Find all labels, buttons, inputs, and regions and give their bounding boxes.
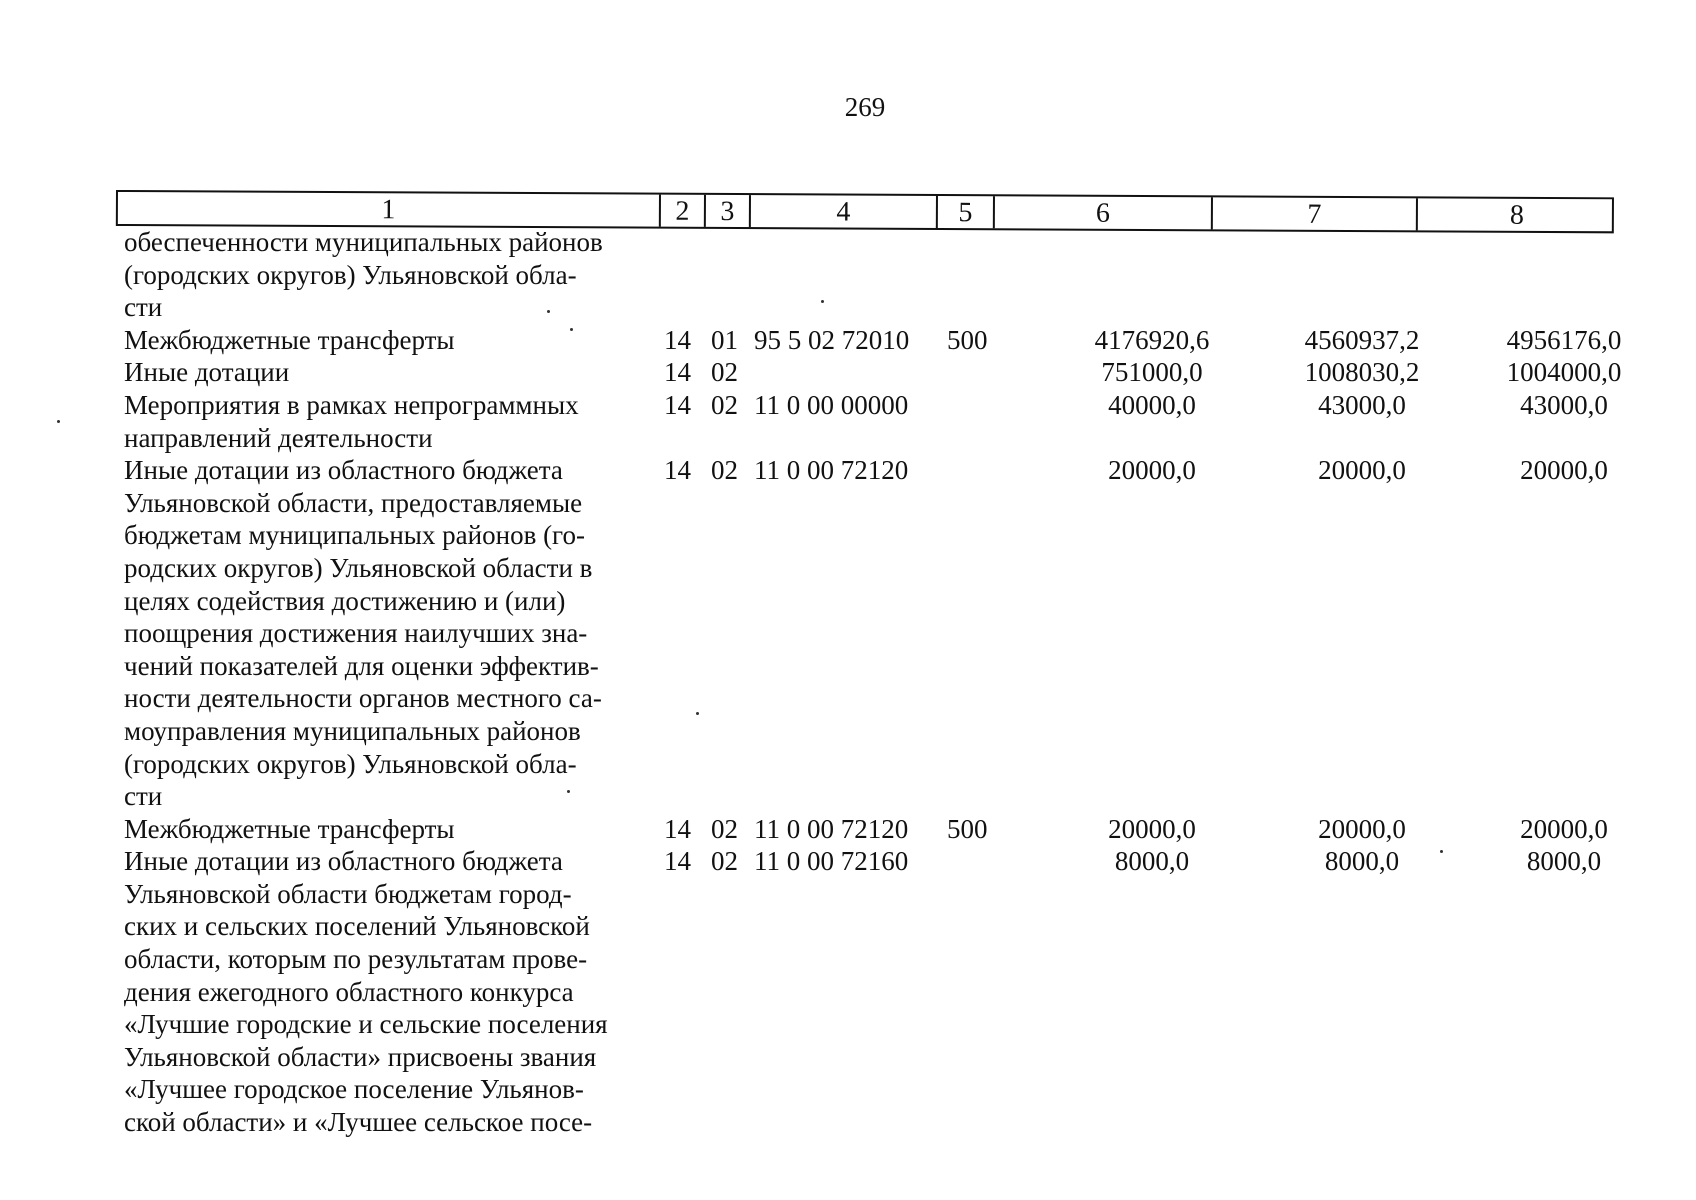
- row-name-line: «Лучшие городские и сельские поселения: [124, 1009, 608, 1040]
- cell-c8: 20000,0: [1520, 813, 1608, 844]
- table-row: [124, 356, 1624, 389]
- cell-c2: 14: [664, 324, 691, 355]
- cell-c8: 4956176,0: [1506, 324, 1622, 355]
- table-row: [124, 389, 1624, 454]
- cell-c4: 11 0 00 72120: [754, 813, 909, 844]
- cell-c7: 8000,0: [1324, 846, 1400, 877]
- cell-c3: 02: [711, 389, 738, 420]
- cell-c8: 1004000,0: [1506, 357, 1622, 388]
- row-name-line: сти: [124, 292, 163, 323]
- table-row: [124, 813, 1624, 846]
- cell-c4: 95 5 02 72010: [754, 324, 910, 355]
- row-name-line: Иные дотации: [124, 357, 290, 388]
- row-name-line: Ульяновской области, предоставляемые: [124, 487, 583, 518]
- column-header-6: 6: [995, 196, 1213, 229]
- row-name-line: бюджетам муниципальных районов (го-: [124, 520, 585, 551]
- cell-c3: 02: [711, 813, 738, 844]
- page-number: 269: [844, 92, 886, 122]
- cell-c3: 02: [711, 846, 738, 877]
- table-row: [124, 324, 1624, 357]
- cell-c4: 11 0 00 72160: [754, 846, 909, 877]
- table-body: [124, 226, 1624, 1139]
- row-name-line: (городских округов) Ульяновской обла-: [124, 259, 577, 290]
- row-name: [124, 356, 649, 389]
- table-row: [124, 454, 1624, 813]
- row-name: [124, 813, 649, 846]
- cell-c8: 43000,0: [1520, 389, 1608, 420]
- cell-c7: 20000,0: [1318, 455, 1406, 486]
- row-name-line: моуправления муниципальных районов: [124, 715, 581, 746]
- row-name-line: родских округов) Ульяновской области в: [124, 552, 593, 583]
- column-header-4: 4: [751, 195, 938, 228]
- cell-c6: 40000,0: [1108, 389, 1196, 420]
- cell-c6: 8000,0: [1114, 846, 1190, 877]
- cell-c7: 20000,0: [1318, 813, 1406, 844]
- row-name-line: направлений деятельности: [124, 422, 433, 453]
- cell-c6: 20000,0: [1108, 813, 1196, 844]
- column-header-2: 2: [661, 195, 706, 227]
- scan-speck: [696, 712, 699, 715]
- row-name-line: сти: [124, 781, 163, 812]
- row-name: [124, 226, 649, 324]
- row-name-line: (городских округов) Ульяновской обла-: [124, 748, 577, 779]
- cell-c3: 02: [711, 455, 738, 486]
- cell-c2: 14: [664, 357, 691, 388]
- table-row: [124, 845, 1624, 1138]
- row-name-line: Иные дотации из областного бюджета: [124, 455, 563, 486]
- scan-speck: [570, 328, 573, 331]
- column-header-3: 3: [706, 195, 751, 227]
- cell-c2: 14: [664, 813, 691, 844]
- cell-c8: 8000,0: [1526, 846, 1602, 877]
- cell-c8: 20000,0: [1520, 455, 1608, 486]
- row-name-line: обеспеченности муниципальных районов: [124, 227, 603, 257]
- scan-speck: [57, 420, 60, 423]
- cell-c3: 02: [711, 357, 738, 388]
- cell-c2: 14: [664, 455, 691, 486]
- column-header-8: 8: [1509, 199, 1524, 231]
- row-name-line: области, которым по результатам прове-: [124, 944, 588, 975]
- row-name-line: чений показателей для оценки эффектив-: [124, 650, 599, 681]
- cell-c5: 500: [947, 813, 988, 844]
- row-name: [124, 389, 649, 454]
- table-row: [124, 226, 1624, 324]
- scan-speck: [821, 300, 824, 303]
- scan-speck: [1440, 850, 1443, 853]
- row-name-line: ности деятельности органов местного са-: [124, 683, 602, 714]
- row-name-line: Межбюджетные трансферты: [124, 324, 455, 355]
- scan-speck: [547, 310, 550, 313]
- row-name: [124, 845, 649, 1138]
- column-header-1: 1: [118, 192, 661, 227]
- row-name-line: Иные дотации из областного бюджета: [124, 846, 563, 877]
- cell-c7: 43000,0: [1318, 389, 1406, 420]
- row-name-line: ских и сельских поселений Ульяновской: [124, 911, 590, 942]
- cell-c4: 11 0 00 72120: [754, 455, 909, 486]
- scan-speck: [567, 790, 570, 793]
- row-name-line: Ульяновской области» присвоены звания: [124, 1041, 597, 1072]
- cell-c2: 14: [664, 389, 691, 420]
- row-name-line: целях содействия достижению и (или): [124, 585, 566, 616]
- column-header-5: 5: [938, 196, 995, 228]
- column-header-7: 7: [1213, 197, 1418, 230]
- cell-c3: 01: [711, 324, 738, 355]
- cell-c2: 14: [664, 846, 691, 877]
- cell-c6: 4176920,6: [1094, 324, 1210, 355]
- row-name-line: Мероприятия в рамках непрограммных: [124, 389, 579, 420]
- row-name-line: Ульяновской области бюджетам город-: [124, 878, 572, 909]
- cell-c7: 1008030,2: [1304, 357, 1420, 388]
- row-name-line: поощрения достижения наилучших зна-: [124, 618, 588, 649]
- cell-c5: 500: [947, 324, 988, 355]
- row-name: [124, 454, 649, 813]
- cell-c6: 20000,0: [1108, 455, 1196, 486]
- row-name-line: «Лучшее городское поселение Ульянов-: [124, 1074, 584, 1105]
- row-name-line: Межбюджетные трансферты: [124, 813, 455, 844]
- row-name-line: дения ежегодного областного конкурса: [124, 976, 574, 1007]
- cell-c7: 4560937,2: [1304, 324, 1420, 355]
- cell-c6: 751000,0: [1101, 357, 1203, 388]
- cell-c4: 11 0 00 00000: [754, 389, 909, 420]
- row-name-line: ской области» и «Лучшее сельское посе-: [124, 1107, 593, 1138]
